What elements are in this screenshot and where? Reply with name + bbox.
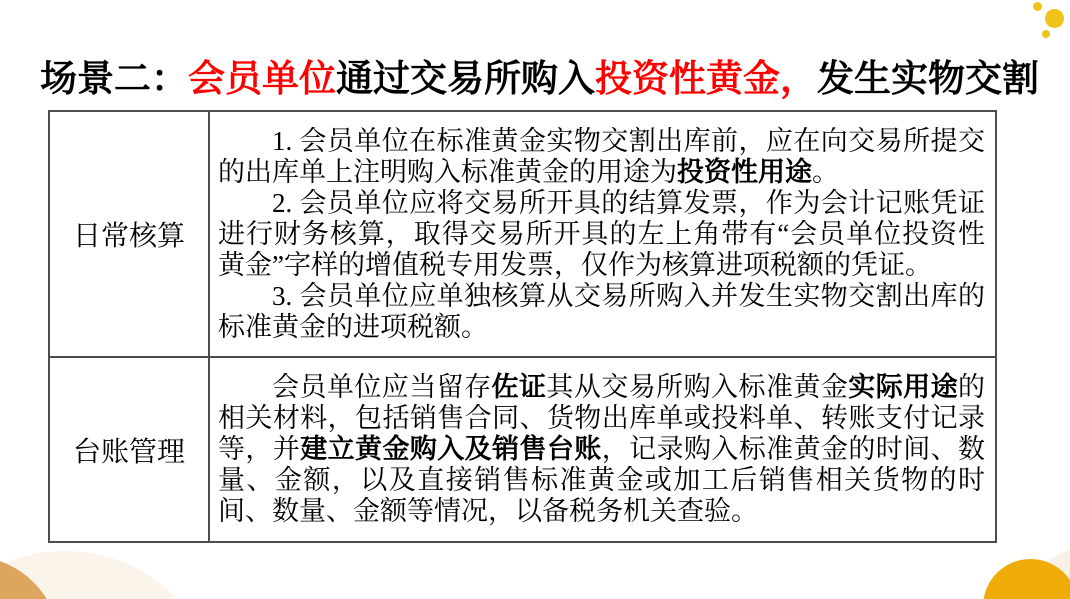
text-segment: 2. 会员单位应将交易所开具的结算发票，作为会计记账凭证进行财务核算，取得交易所开具的左上角带有“会员单位投资性黄金”字样的增值税专用发票，仅作为核算进项税额的凭证。 [218, 187, 985, 280]
text-segment: 其从交易所购入标准黄金 [546, 372, 849, 402]
page-title [40, 53, 1055, 105]
text-segment: 佐证 [491, 372, 547, 402]
table-row [50, 358, 995, 541]
gold-dot-icon [1045, 9, 1064, 28]
text-segment: 投资性黄金， [595, 57, 817, 99]
text-segment: 3. 会员单位应单独核算从交易所购入并发生实物交割出库的标准黄金的进项税额。 [218, 280, 985, 342]
text-segment: 建立黄金购入及销售台账 [300, 434, 602, 464]
paragraph [218, 372, 985, 527]
text-segment: 的相关材料，包括销售合同、货物出库单或投料单、转账支付记录等，并 [218, 372, 986, 464]
paragraph [218, 281, 985, 343]
paragraph [218, 188, 985, 281]
text-segment: 。 [812, 156, 839, 187]
text-segment: 场景二： [40, 57, 188, 99]
row-content-daily-accounting [210, 112, 995, 356]
text-segment: ，记录购入标准黄金的时间、数量、金额，以及直接销售标准黄金或加工后销售相关货物的时间、数量、金额等情况，以备税务机关查验。 [218, 434, 986, 526]
gold-dot-icon [1033, 2, 1042, 11]
info-table [48, 110, 997, 543]
text-segment: 会员单位 [188, 57, 336, 99]
row-content-ledger-management [210, 358, 995, 541]
text-segment: 通过交易所购入 [336, 57, 595, 99]
table-row [50, 112, 995, 358]
text-segment: 1. 会员单位在标准黄金实物交割出库前，应在向交易所提交的出库单上注明购入标准黄金的用途为 [218, 125, 985, 187]
row-label-ledger-management: 台账管理 [50, 358, 210, 541]
row-label-daily-accounting: 日常核算 [50, 112, 210, 356]
paragraph [218, 126, 985, 188]
text-segment: 投资性用途 [677, 156, 812, 187]
text-segment: 实际用途 [848, 372, 959, 402]
gold-dot-icon [1042, 30, 1050, 38]
text-segment: 会员单位应当留存 [272, 372, 492, 402]
text-segment: 发生实物交割 [817, 57, 1039, 99]
